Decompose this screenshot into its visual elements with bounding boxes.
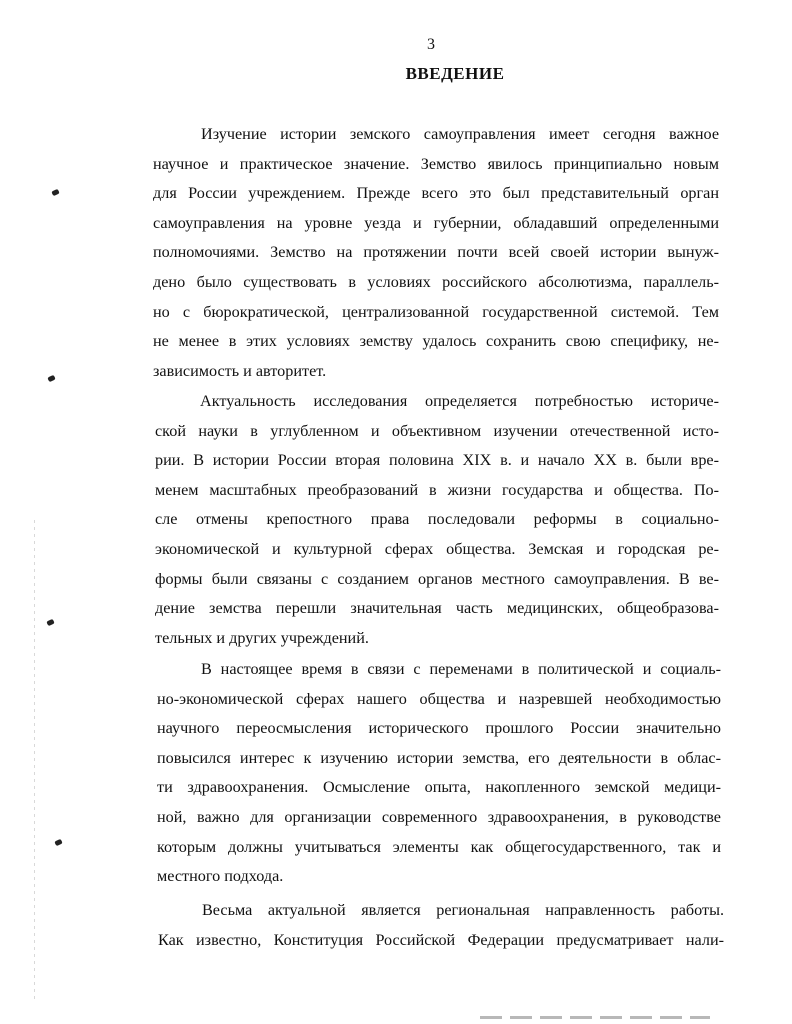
text-line: рии. В истории России вторая половина XIX в. и начало XX в. были вре- [155, 451, 719, 470]
text-line: дение земства перешли значительная часть медицинских, общеобразова- [155, 599, 719, 618]
text-line: В настоящее время в связи с переменами в политической и социаль- [201, 660, 721, 678]
text-line: но-экономической сферах нашего общества и назревшей необходимостью [157, 689, 721, 708]
text-line: зависимость и авторитет. [153, 361, 327, 380]
text-line: для России учреждением. Прежде всего это был представительный орган [153, 184, 719, 203]
text-line: не менее в этих условиях земству удалось сохранить свою специфику, не- [153, 332, 719, 351]
text-line: тельных и других учреждений. [155, 628, 369, 647]
scan-smudge [480, 1016, 710, 1019]
text-line: экономической и культурной сферах общества. Земская и городская ре- [155, 539, 719, 558]
text-line: повысился интерес к изучению истории земства, его деятельности в облас- [157, 748, 721, 767]
paragraph-1 [153, 120, 719, 386]
text-line: которым должны учитываться элементы как общегосударственного, так и [157, 837, 721, 856]
scan-edge-line [34, 520, 35, 1000]
text-line: Как известно, Конституция Российской Федерации предусматривает нали- [158, 930, 724, 949]
page-number: 3 [427, 36, 435, 53]
text-line: полномочиями. Земство на протяжении почти всей своей истории вынуж- [153, 243, 719, 262]
text-line: но с бюрократической, централизованной государственной системой. Тем [153, 302, 719, 321]
page-title: ВВЕДЕНИЕ [405, 64, 505, 83]
text-line: Весьма актуальной является региональная направленность работы. [202, 901, 724, 919]
text-line: сле отмены крепостного права последовали реформы в социально- [155, 510, 719, 529]
paragraph-4 [158, 896, 724, 955]
text-line: научного переосмысления исторического прошлого России значительно [157, 719, 721, 738]
text-line: менем масштабных преобразований в жизни государства и общества. По- [155, 480, 719, 499]
paragraph-2 [155, 387, 719, 653]
text-line: ской науки в углубленном и объективном изучении отечественной исто- [155, 421, 719, 440]
paragraph-3 [157, 655, 721, 892]
text-line: ной, важно для организации современного здравоохранения, в руководстве [157, 807, 721, 826]
text-line: Изучение истории земского самоуправления имеет сегодня важное [201, 125, 719, 143]
text-line: самоуправления на уровне уезда и губернии, обладавший определенными [153, 213, 719, 232]
text-line: Актуальность исследования определяется потребностью историче- [200, 392, 719, 410]
text-line: дено было существовать в условиях российского абсолютизма, параллель- [153, 272, 719, 291]
text-line: формы были связаны с созданием органов местного самоуправления. В ве- [155, 569, 719, 588]
text-line: ти здравоохранения. Осмысление опыта, накопленного земской медици- [157, 778, 721, 797]
text-line: научное и практическое значение. Земство явилось принципиально новым [153, 154, 719, 173]
text-line: местного подхода. [157, 867, 284, 886]
